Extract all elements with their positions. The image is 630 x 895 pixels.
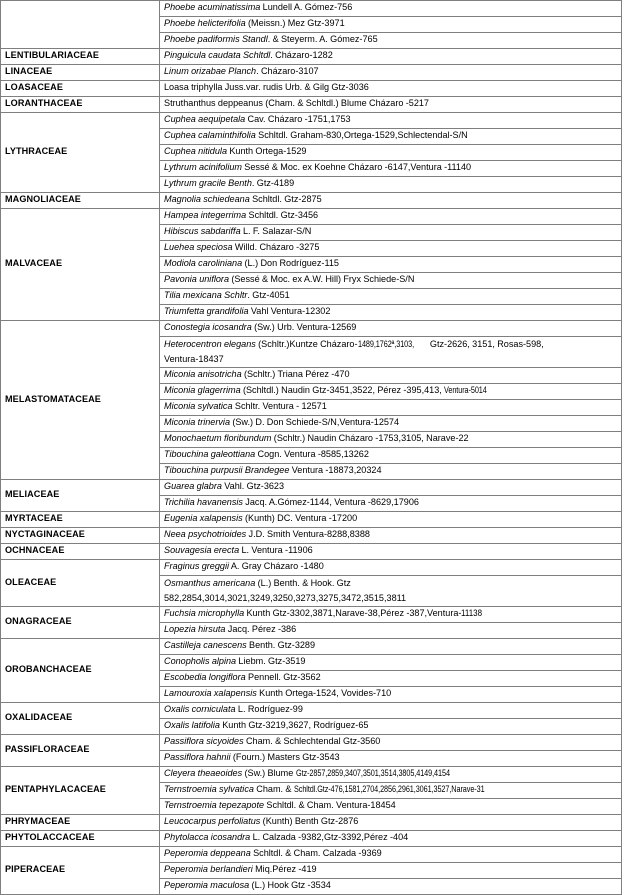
species-entry-cell — [160, 496, 622, 512]
species-binomial: Tilia mexicana Schltr — [164, 290, 248, 301]
species-binomial: Fuchsia microphylla — [164, 608, 245, 619]
species-authority-collector: (Sw.) D. Don Schiede-S/N,Ventura-12574 — [230, 417, 400, 428]
family-name-cell: OCHNACEAE — [1, 544, 160, 560]
table-row — [1, 703, 622, 719]
species-authority-collector: (L.) Benth. & Hook. Gtz — [255, 578, 351, 588]
species-entry-cell — [160, 49, 622, 65]
species-binomial: Passiflora hahnii — [164, 752, 231, 763]
species-authority-collector: Jacq. A.Gómez-1144, Ventura -8629,17906 — [242, 497, 419, 508]
species-authority-collector: L. F. Salazar-S/N — [240, 226, 312, 237]
species-entry-second-line: 582,2854,3014,3021,3249,3250,3273,3275,3472,3515,3811 — [164, 592, 407, 603]
species-binomial: Neea psychotrioides — [164, 529, 247, 540]
species-binomial: Luehea speciosa — [164, 242, 233, 253]
species-entry-cell — [160, 161, 622, 177]
species-entry-cell — [160, 273, 622, 289]
species-entry-cell — [160, 368, 622, 384]
species-authority-collector: (Schltr.) Triana Pérez -470 — [241, 369, 350, 380]
species-binomial: Phoebe padiformis Standl — [164, 34, 268, 45]
species-binomial: Phoebe helicterifolia — [164, 18, 246, 29]
family-name-cell: MAGNOLIACEAE — [1, 193, 160, 209]
family-name-cell: MALVACEAE — [1, 209, 160, 321]
family-name-cell: MELIACEAE — [1, 480, 160, 512]
family-name-cell: LYTHRACEAE — [1, 113, 160, 193]
species-binomial: Heterocentron elegans — [164, 339, 256, 349]
species-entry-cell — [160, 735, 622, 751]
species-entry-cell — [160, 129, 622, 145]
family-name-cell: PENTAPHYLACACEAE — [1, 767, 160, 815]
table-row — [1, 49, 622, 65]
species-entry-cell — [160, 879, 622, 895]
species-binomial: Passiflora sicyoides — [164, 736, 244, 747]
table-row — [1, 815, 622, 831]
species-entry-cell — [160, 400, 622, 416]
family-name-cell: OROBANCHACEAE — [1, 639, 160, 703]
table-row — [1, 607, 622, 623]
collection-numbers-condensed: Gtz-2857,2859,3407,3501,3514,3805,4149,4154 — [295, 768, 450, 779]
species-binomial: Castilleja canescens — [164, 640, 247, 651]
species-entry-cell — [160, 321, 622, 337]
species-authority-collector: L. Rodríguez-99 — [235, 704, 303, 715]
table-row — [1, 544, 622, 560]
family-name-cell: PHYTOLACCACEAE — [1, 831, 160, 847]
species-authority-collector: Sessé & Moc. ex Koehne Cházaro -6147,Ventura -11140 — [241, 162, 472, 173]
species-authority-collector: J.D. Smith Ventura-8288,8388 — [246, 529, 370, 540]
species-authority-collector: (Schltr.) Naudin Cházaro -1753,3105, Narave-22 — [271, 433, 469, 444]
species-entry-cell — [160, 33, 622, 49]
family-name-cell: LORANTHACEAE — [1, 97, 160, 113]
species-binomial: Cuphea aequipetala — [164, 114, 246, 125]
species-entry-cell — [160, 241, 622, 257]
species-binomial: Ternstroemia sylvatica — [164, 784, 254, 795]
species-authority-collector: (Schltr.)Kuntze Cházaro- — [255, 339, 358, 349]
species-binomial: Guarea glabra — [164, 481, 222, 492]
species-entry-cell — [160, 480, 622, 496]
species-entry-cell — [160, 799, 622, 815]
species-authority-collector: Schltr. Ventura - 12571 — [232, 401, 327, 412]
species-entry-cell — [160, 783, 622, 799]
species-authority-collector: (L.) Don Rodríguez-115 — [242, 258, 339, 269]
species-entry-cell — [160, 464, 622, 480]
species-entry-cell — [160, 703, 622, 719]
species-entry-cell — [160, 81, 622, 97]
species-authority-collector: Ventura -18873,20324 — [289, 465, 382, 476]
species-entry-cell — [160, 607, 622, 623]
species-entry-cell — [160, 145, 622, 161]
family-name-cell: LENTIBULARIACEAE — [1, 49, 160, 65]
species-authority-collector: Benth. Gtz-3289 — [246, 640, 316, 651]
species-entry-cell — [160, 751, 622, 767]
species-authority-collector: (Kunth) DC. Ventura -17200 — [242, 513, 358, 524]
species-authority-collector: Pennell. Gtz-3562 — [245, 672, 321, 683]
species-authority-collector: (Sessé & Moc. ex A.W. Hill) Fryx Schiede-S/N — [229, 274, 415, 285]
species-entry-cell — [160, 831, 622, 847]
species-entry-cell — [160, 113, 622, 129]
table-row — [1, 321, 622, 337]
species-binomial: Magnolia schiedeana — [164, 194, 250, 205]
species-authority-collector: Cham. & Schlechtendal Gtz-3560 — [243, 736, 381, 747]
species-entry-cell — [160, 847, 622, 863]
species-binomial: Trichilia havanensis — [164, 497, 243, 508]
family-name-cell: OXALIDACEAE — [1, 703, 160, 735]
species-entry-cell — [160, 225, 622, 241]
species-binomial: Peperomia maculosa — [164, 880, 250, 891]
species-authority-collector: Struthanthus deppeanus (Cham. & Schltdl.) Blume Cházaro -5217 — [164, 98, 429, 109]
species-binomial: Miconia glagerrima — [164, 385, 241, 396]
species-authority-collector: . Cházaro-1282 — [270, 50, 333, 61]
collection-numbers-condensed: 1489,1762ª,3103, — [357, 339, 414, 349]
species-binomial: Fraginus greggii — [164, 561, 230, 572]
species-authority-collector: Schltdl. Gtz-2875 — [249, 194, 322, 205]
species-authority-collector: A. Gray Cházaro -1480 — [229, 561, 324, 572]
species-entry-cell — [160, 305, 622, 321]
species-binomial: Ternstroemia tepezapote — [164, 800, 265, 811]
species-binomial: Tibouchina purpusii Brandegee — [164, 465, 290, 476]
species-binomial: Oxalis latifolia — [164, 720, 220, 731]
species-binomial: Peperomia berlandieri — [164, 864, 253, 875]
species-binomial: Eugenia xalapensis — [164, 513, 243, 524]
table-row — [1, 735, 622, 751]
family-name-cell: MYRTACEAE — [1, 512, 160, 528]
species-entry-cell — [160, 65, 622, 81]
species-entry-cell — [160, 863, 622, 879]
species-binomial: Leucocarpus perfoliatus — [164, 816, 261, 827]
species-binomial: Conostegia icosandra — [164, 322, 252, 333]
species-binomial: Pinguicula caudata Schltdl — [164, 50, 271, 61]
table-row — [1, 639, 622, 655]
species-authority-collector: (Meissn.) Mez Gtz-3971 — [245, 18, 345, 29]
species-binomial: Tibouchina galeottiana — [164, 449, 256, 460]
species-authority-collector: Cav. Cházaro -1751,1753 — [245, 114, 351, 125]
family-name-cell: MELASTOMATACEAE — [1, 321, 160, 480]
table-row — [1, 81, 622, 97]
species-binomial: Pavonia uniflora — [164, 274, 230, 285]
species-entry-cell — [160, 448, 622, 464]
species-binomial: Modiola caroliniana — [164, 258, 243, 269]
species-authority-collector: Schltdl. & Cham. Ventura-18454 — [264, 800, 396, 811]
species-entry-cell — [160, 289, 622, 305]
species-authority-collector: . & Steyerm. A. Gómez-765 — [267, 34, 378, 45]
taxonomy-table-body — [1, 1, 622, 895]
species-binomial: Cleyera theaeoides — [164, 768, 243, 779]
species-entry-cell — [160, 815, 622, 831]
family-name-cell: LINACEAE — [1, 65, 160, 81]
species-binomial: Lythrum acinifolium — [164, 162, 242, 173]
species-authority-collector: . Cházaro-3107 — [256, 66, 319, 77]
species-authority-collector: Kunth Ortega-1529 — [227, 146, 307, 157]
species-entry-cell — [160, 687, 622, 703]
family-name-cell: NYCTAGINACEAE — [1, 528, 160, 544]
species-entry-cell — [160, 767, 622, 783]
species-binomial: Lamouroxia xalapensis — [164, 688, 257, 699]
species-binomial: Lythrum gracile Benth — [164, 178, 252, 189]
species-entry-cell — [160, 719, 622, 735]
table-row — [1, 193, 622, 209]
table-row — [1, 560, 622, 576]
family-name-cell-empty — [1, 1, 160, 49]
species-binomial: Triumfetta grandifolia — [164, 306, 249, 317]
species-entry-cell — [160, 560, 622, 576]
species-authority-collector: (Schltdl.) Naudin Gtz-3451,3522, Pérez -395,413, — [240, 385, 445, 396]
table-row — [1, 512, 622, 528]
species-binomial: Linum orizabae Planch — [164, 66, 257, 77]
species-authority-collector: Vahl. Gtz-3623 — [221, 481, 285, 492]
species-entry-cell — [160, 384, 622, 400]
species-entry-cell — [160, 193, 622, 209]
species-authority-collector: Cham. & — [253, 784, 294, 795]
species-entry-cell — [160, 209, 622, 225]
species-authority-collector: Vahl Ventura-12302 — [248, 306, 331, 317]
species-binomial: Souvagesia erecta — [164, 545, 240, 556]
species-authority-collector: Lundell A. Gómez-756 — [260, 2, 353, 13]
species-entry-cell — [160, 432, 622, 448]
species-entry-cell — [160, 639, 622, 655]
species-binomial: Peperomia deppeana — [164, 848, 251, 859]
family-name-cell: ONAGRACEAE — [1, 607, 160, 639]
species-entry-cell — [160, 671, 622, 687]
species-authority-collector: Kunth Gtz-3302,3871,Narave-38,Pérez -387,Ventura- — [244, 608, 462, 619]
species-authority-collector: . Gtz-4189 — [251, 178, 295, 189]
species-entry-cell — [160, 257, 622, 273]
species-binomial: Cuphea calaminthifolia — [164, 130, 256, 141]
species-authority-collector: Liebm. Gtz-3519 — [236, 656, 306, 667]
species-entry-cell — [160, 177, 622, 193]
table-row — [1, 847, 622, 863]
family-name-cell: PASSIFLORACEAE — [1, 735, 160, 767]
species-authority-collector: Kunth Gtz-3219,3627, Rodríguez-65 — [219, 720, 369, 731]
table-row — [1, 831, 622, 847]
species-binomial: Miconia anisotricha — [164, 369, 242, 380]
species-entry-cell — [160, 17, 622, 33]
species-binomial: Hibiscus sabdariffa — [164, 226, 241, 237]
species-entry-cell — [160, 576, 622, 607]
collection-numbers-condensed: Ventura-5014 — [444, 385, 487, 396]
table-row — [1, 1, 622, 17]
family-name-cell: PIPERACEAE — [1, 847, 160, 895]
species-entry-cell — [160, 544, 622, 560]
table-row — [1, 209, 622, 225]
species-authority-collector: L. Ventura -11906 — [239, 545, 313, 556]
species-binomial: Conopholis alpina — [164, 656, 237, 667]
species-authority-collector: L. Calzada -9382,Gtz-3392,Pérez -404 — [250, 832, 409, 843]
species-binomial: Phytolacca icosandra — [164, 832, 251, 843]
species-binomial: Miconia trinervia — [164, 417, 231, 428]
species-authority-collector: (Fourn.) Masters Gtz-3543 — [230, 752, 340, 763]
table-row — [1, 113, 622, 129]
species-collector-continued: Gtz-2626, 3151, Rosas-598, — [427, 339, 544, 349]
species-authority-collector: . Gtz-4051 — [247, 290, 290, 301]
species-authority-collector: Willd. Cházaro -3275 — [232, 242, 320, 253]
species-entry-second-line: Ventura-18437 — [164, 353, 224, 364]
species-binomial: Oxalis corniculata — [164, 704, 236, 715]
species-binomial: Miconia sylvatica — [164, 401, 233, 412]
species-authority-collector: Schltdl. Graham-830,Ortega-1529,Schlectendal-S/N — [255, 130, 468, 141]
species-entry-cell — [160, 337, 622, 368]
species-binomial: Escobedia longiflora — [164, 672, 246, 683]
species-entry-cell — [160, 528, 622, 544]
species-entry-cell — [160, 1, 622, 17]
species-binomial: Phoebe acuminatissima — [164, 2, 261, 13]
species-entry-cell — [160, 97, 622, 113]
collection-number-condensed: 11138 — [461, 608, 483, 619]
species-authority-collector: Kunth Ortega-1524, Vovides-710 — [256, 688, 392, 699]
species-authority-collector: Loasa triphylla Juss.var. rudis Urb. & Gilg Gtz-3036 — [164, 82, 369, 93]
species-binomial: Lopezia hirsuta — [164, 624, 226, 635]
species-authority-collector: Miq.Pérez -419 — [252, 864, 317, 875]
species-entry-cell — [160, 623, 622, 639]
table-row — [1, 767, 622, 783]
family-name-cell: PHRYMACEAE — [1, 815, 160, 831]
family-name-cell: OLEACEAE — [1, 560, 160, 607]
species-entry-cell — [160, 655, 622, 671]
species-authority-collector: (Kunth) Benth Gtz-2876 — [260, 816, 359, 827]
table-row — [1, 480, 622, 496]
species-authority-collector: Jacq. Pérez -386 — [225, 624, 297, 635]
species-authority-collector: Cogn. Ventura -8585,13262 — [255, 449, 369, 460]
species-authority-collector: (Sw.) Blume — [242, 768, 296, 779]
table-row — [1, 97, 622, 113]
species-binomial: Monochaetum floribundum — [164, 433, 272, 444]
species-authority-collector: (Sw.) Urb. Ventura-12569 — [251, 322, 357, 333]
table-row — [1, 65, 622, 81]
species-authority-collector: Schltdl. & Cham. Calzada -9369 — [250, 848, 382, 859]
species-entry-cell — [160, 416, 622, 432]
species-binomial: Hampea integerrima — [164, 210, 247, 221]
table-row — [1, 528, 622, 544]
collection-numbers-condensed: Schltdl.Gtz-476,1581,2704,2856,2961,3061,3527,Narave-31 — [293, 784, 485, 795]
species-authority-collector: Schltdl. Gtz-3456 — [246, 210, 319, 221]
species-binomial: Osmanthus americana — [164, 578, 256, 588]
family-name-cell: LOASACEAE — [1, 81, 160, 97]
species-entry-cell — [160, 512, 622, 528]
species-authority-collector: (L.) Hook Gtz -3534 — [249, 880, 331, 891]
species-binomial: Cuphea nitidula — [164, 146, 227, 157]
